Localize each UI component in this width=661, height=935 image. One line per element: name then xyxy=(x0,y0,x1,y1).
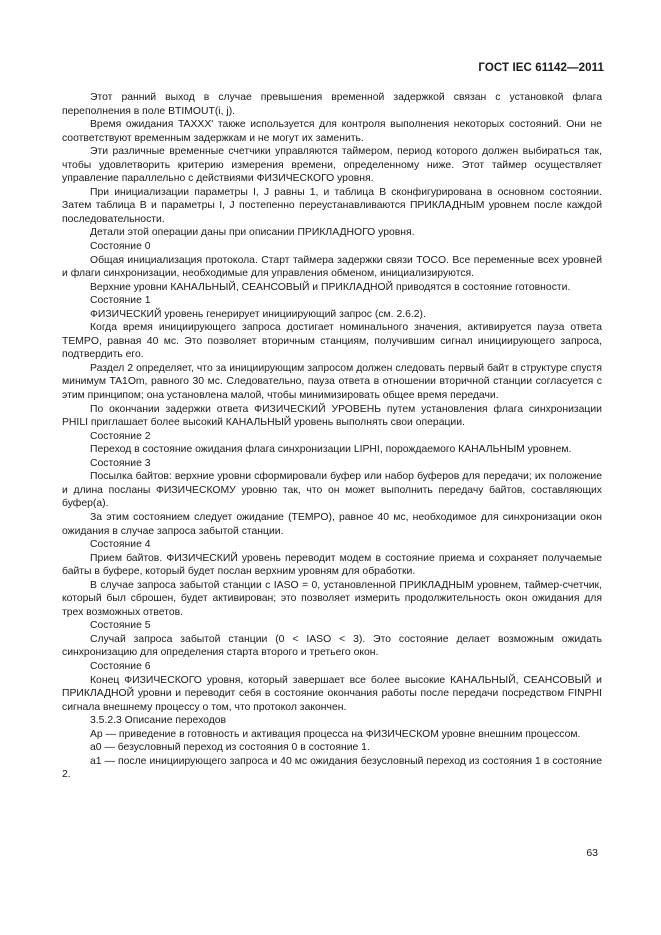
paragraph: ФИЗИЧЕСКИЙ уровень генерирует инициирующий запрос (см. 2.6.2). xyxy=(90,308,426,320)
state-heading: Состояние 5 xyxy=(90,620,151,632)
section-heading: 3.5.2.3 Описание переходов xyxy=(90,715,227,727)
paragraph: Ар — приведение в готовность и активация процесса на ФИЗИЧЕСКОМ уровне внешним процессом. xyxy=(90,728,581,740)
paragraph: Когда время инициирующего запроса достигает номинального значения, активируется пауза ответа TEMPO, равная 40 мс. Это позволяет вторичным станциям, получившим сигнал инициирующего запроса, подтвердить его. xyxy=(62,322,602,361)
paragraph: Общая инициализация протокола. Старт таймера задержки связи TOCO. Все переменные всех уровней и флаги синхронизации, необходимые для управления обменом, инициализируются. xyxy=(62,254,602,280)
paragraph: По окончании задержки ответа ФИЗИЧЕСКИЙ УРОВЕНЬ путем установления флага синхронизации PHILI приглашает более высокий КАНАЛЬНЫЙ уровень выполнять свои операции. xyxy=(62,403,602,429)
paragraph: Прием байтов. ФИЗИЧЕСКИЙ уровень переводит модем в состояние приема и сохраняет получаемые байты в буфере, который будет послан верхним уровням для обработки. xyxy=(62,552,602,578)
paragraph: За этим состоянием следует ожидание (TEMPO), равное 40 мс, необходимое для синхронизации окон ожидания в случае запроса забытой станции. xyxy=(62,511,602,537)
paragraph: Раздел 2 определяет, что за инициирующим запросом должен следовать первый байт в структуре спустя минимум TA1Om, равного 30 мс. Следовательно, пауза ответа в отношении вторичной станции согласуется с этим принципом; она установлена малой, чтобы минимизировать общее время передачи. xyxy=(62,362,602,402)
state-heading: Состояние 6 xyxy=(90,660,151,672)
paragraph: Время ожидания TAXXX' также используется для контроля выполнения некоторых состояний. Они не соответствуют временным задержкам и не могут их заменить. xyxy=(62,119,602,144)
page-number: 63 xyxy=(586,847,598,859)
paragraph: Конец ФИЗИЧЕСКОГО уровня, который завершает все более высокие КАНАЛЬНЫЙ, СЕАНСОВЫЙ и ПРИКЛАДНОЙ уровни и переводит себя в состояние окончания работы после передачи посредством FINPHI сигнала внешнему процессу о том, что протокол закончен. xyxy=(62,674,602,713)
paragraph: Переход в состояние ожидания флага синхронизации LIPHI, порождаемого КАНАЛЬНЫМ уровнем. xyxy=(90,444,572,456)
paragraph: При инициализации параметры I, J равны 1, и таблица B сконфигурирована в основном состоянии. Затем таблица B и параметры I, J постепенно переустанавливаются ПРИКЛАДНЫМ уровнем после каждой последовательности. xyxy=(62,186,602,225)
state-heading: Состояние 1 xyxy=(90,295,151,307)
state-heading: Состояние 0 xyxy=(90,241,151,253)
state-heading: Состояние 2 xyxy=(90,430,151,442)
paragraph: а0 — безусловный переход из состояния 0 в состояние 1. xyxy=(90,742,370,754)
paragraph: В случае запроса забытой станции с IASO = 0, установленной ПРИКЛАДНЫМ уровнем, таймер-счетчик, который был сброшен, будет активирован; это позволяет измерить продолжительность окон ожидания для трех возможных ответов. xyxy=(62,579,602,618)
paragraph: Эти различные временные счетчики управляются таймером, период которого должен выбираться так, чтобы удовлетворить критерию измерения времени, определенному ниже. Этот таймер осуществляет управление параллельно с действиями ФИЗИЧЕСКОГО уровня. xyxy=(62,146,602,185)
paragraph: а1 — после инициирующего запроса и 40 мс ожидания безусловный переход из состояния 1 в состояние 2. xyxy=(62,755,602,781)
document-header: ГОСТ IEC 61142—2011 xyxy=(478,62,604,74)
paragraph: Посылка байтов: верхние уровни сформировали буфер или набор буферов для передачи; их положение и длина посланы ФИЗИЧЕСКОМУ уровню так, что он может выполнить передачу байтов, составляющих буфер(а). xyxy=(62,471,602,510)
document-body xyxy=(62,91,602,782)
paragraph: Детали этой операции даны при описании ПРИКЛАДНОГО уровня. xyxy=(90,227,415,239)
state-heading: Состояние 3 xyxy=(90,457,151,469)
paragraph: Этот ранний выход в случае превышения временной задержкой связан с установкой флага переполнения в поле BTIMOUT(i, j). xyxy=(62,92,602,117)
state-heading: Состояние 4 xyxy=(90,539,151,551)
paragraph: Случай запроса забытой станции (0 < IASO < 3). Это состояние делает возможным ожидать синхронизацию для определения старта второго и третьего окон. xyxy=(62,633,602,659)
paragraph: Верхние уровни КАНАЛЬНЫЙ, СЕАНСОВЫЙ и ПРИКЛАДНОЙ приводятся в состояние готовности. xyxy=(90,281,571,293)
